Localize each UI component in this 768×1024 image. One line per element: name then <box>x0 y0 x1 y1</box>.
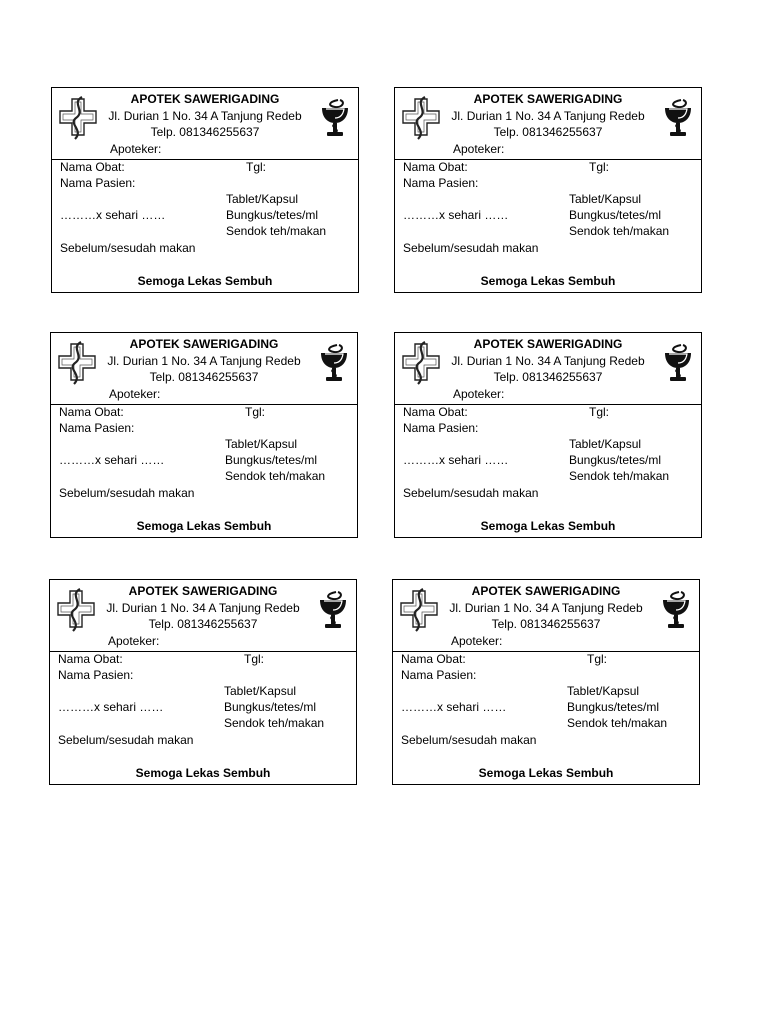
dose-frequency: ………x sehari …… <box>59 453 165 467</box>
patient-name-label: Nama Pasien: <box>59 421 135 435</box>
form-pack: Bungkus/tetes/ml <box>569 453 662 467</box>
form-spoon: Sendok teh/makan <box>226 224 327 238</box>
pharmacy-address: Jl. Durian 1 No. 34 A Tanjung Redeb <box>451 354 645 368</box>
label-header <box>50 580 356 652</box>
pharmacy-address: Jl. Durian 1 No. 34 A Tanjung Redeb <box>451 109 645 123</box>
meal-timing: Sebelum/sesudah makan <box>58 733 194 747</box>
form-pack: Bungkus/tetes/ml <box>224 700 317 714</box>
pharmacy-address: Jl. Durian 1 No. 34 A Tanjung Redeb <box>108 109 302 123</box>
pharmacist-label: Apoteker: <box>453 387 505 401</box>
bowl-of-hygieia-icon <box>663 98 693 140</box>
form-spoon: Sendok teh/makan <box>569 224 670 238</box>
form-pack: Bungkus/tetes/ml <box>569 208 662 222</box>
dose-frequency: ………x sehari …… <box>403 208 509 222</box>
date-label: Tgl: <box>244 652 265 666</box>
get-well-wish: Semoga Lekas Sembuh <box>480 274 616 288</box>
medicine-label-1 <box>51 87 359 293</box>
date-label: Tgl: <box>246 160 267 174</box>
form-tablet: Tablet/Kapsul <box>569 192 642 206</box>
medicine-label-2 <box>394 87 702 293</box>
drug-name-label: Nama Obat: <box>59 405 124 419</box>
patient-name-label: Nama Pasien: <box>58 668 134 682</box>
medicine-label-5 <box>49 579 357 785</box>
dose-frequency: ………x sehari …… <box>403 453 509 467</box>
label-header <box>395 333 701 405</box>
pharmacy-phone: Telp. 081346255637 <box>148 617 258 631</box>
date-label: Tgl: <box>589 405 610 419</box>
date-label: Tgl: <box>587 652 608 666</box>
date-label: Tgl: <box>589 160 610 174</box>
pharmacy-phone: Telp. 081346255637 <box>491 617 601 631</box>
pharmacist-label: Apoteker: <box>109 387 161 401</box>
get-well-wish: Semoga Lekas Sembuh <box>136 519 272 533</box>
form-spoon: Sendok teh/makan <box>225 469 326 483</box>
form-pack: Bungkus/tetes/ml <box>567 700 660 714</box>
get-well-wish: Semoga Lekas Sembuh <box>135 766 271 780</box>
form-pack: Bungkus/tetes/ml <box>225 453 318 467</box>
form-tablet: Tablet/Kapsul <box>567 684 640 698</box>
pharmacy-address: Jl. Durian 1 No. 34 A Tanjung Redeb <box>107 354 301 368</box>
dose-frequency: ………x sehari …… <box>58 700 164 714</box>
form-tablet: Tablet/Kapsul <box>226 192 299 206</box>
drug-name-label: Nama Obat: <box>403 160 468 174</box>
dose-frequency: ………x sehari …… <box>401 700 507 714</box>
pharmacy-name: APOTEK SAWERIGADING <box>471 584 621 598</box>
bowl-of-hygieia-icon <box>663 343 693 385</box>
pharmacy-address: Jl. Durian 1 No. 34 A Tanjung Redeb <box>449 601 643 615</box>
meal-timing: Sebelum/sesudah makan <box>59 486 195 500</box>
form-pack: Bungkus/tetes/ml <box>226 208 319 222</box>
bowl-of-hygieia-icon <box>661 590 691 632</box>
get-well-wish: Semoga Lekas Sembuh <box>480 519 616 533</box>
pharmacist-label: Apoteker: <box>108 634 160 648</box>
meal-timing: Sebelum/sesudah makan <box>403 486 539 500</box>
form-spoon: Sendok teh/makan <box>569 469 670 483</box>
patient-name-label: Nama Pasien: <box>60 176 136 190</box>
get-well-wish: Semoga Lekas Sembuh <box>478 766 614 780</box>
pharmacist-label: Apoteker: <box>110 142 162 156</box>
drug-name-label: Nama Obat: <box>58 652 123 666</box>
medicine-label-6 <box>392 579 700 785</box>
drug-name-label: Nama Obat: <box>401 652 466 666</box>
form-spoon: Sendok teh/makan <box>567 716 668 730</box>
patient-name-label: Nama Pasien: <box>403 176 479 190</box>
drug-name-label: Nama Obat: <box>60 160 125 174</box>
form-spoon: Sendok teh/makan <box>224 716 325 730</box>
meal-timing: Sebelum/sesudah makan <box>403 241 539 255</box>
patient-name-label: Nama Pasien: <box>403 421 479 435</box>
pharmacist-label: Apoteker: <box>451 634 503 648</box>
pharmacy-phone: Telp. 081346255637 <box>493 125 603 139</box>
medicine-label-3 <box>50 332 358 538</box>
pharmacist-label: Apoteker: <box>453 142 505 156</box>
label-header <box>51 333 357 405</box>
bowl-of-hygieia-icon <box>319 343 349 385</box>
meal-timing: Sebelum/sesudah makan <box>60 241 196 255</box>
label-header <box>52 88 358 160</box>
label-header <box>395 88 701 160</box>
drug-name-label: Nama Obat: <box>403 405 468 419</box>
meal-timing: Sebelum/sesudah makan <box>401 733 537 747</box>
bowl-of-hygieia-icon <box>318 590 348 632</box>
dose-frequency: ………x sehari …… <box>60 208 166 222</box>
form-tablet: Tablet/Kapsul <box>569 437 642 451</box>
pharmacy-name: APOTEK SAWERIGADING <box>129 337 279 351</box>
date-label: Tgl: <box>245 405 266 419</box>
bowl-of-hygieia-icon <box>320 98 350 140</box>
get-well-wish: Semoga Lekas Sembuh <box>137 274 273 288</box>
pharmacy-name: APOTEK SAWERIGADING <box>473 337 623 351</box>
pharmacy-name: APOTEK SAWERIGADING <box>130 92 280 106</box>
form-tablet: Tablet/Kapsul <box>225 437 298 451</box>
medicine-label-4 <box>394 332 702 538</box>
label-header <box>393 580 699 652</box>
patient-name-label: Nama Pasien: <box>401 668 477 682</box>
pharmacy-address: Jl. Durian 1 No. 34 A Tanjung Redeb <box>106 601 300 615</box>
pharmacy-name: APOTEK SAWERIGADING <box>128 584 278 598</box>
pharmacy-phone: Telp. 081346255637 <box>493 370 603 384</box>
pharmacy-phone: Telp. 081346255637 <box>150 125 260 139</box>
pharmacy-name: APOTEK SAWERIGADING <box>473 92 623 106</box>
form-tablet: Tablet/Kapsul <box>224 684 297 698</box>
pharmacy-phone: Telp. 081346255637 <box>149 370 259 384</box>
